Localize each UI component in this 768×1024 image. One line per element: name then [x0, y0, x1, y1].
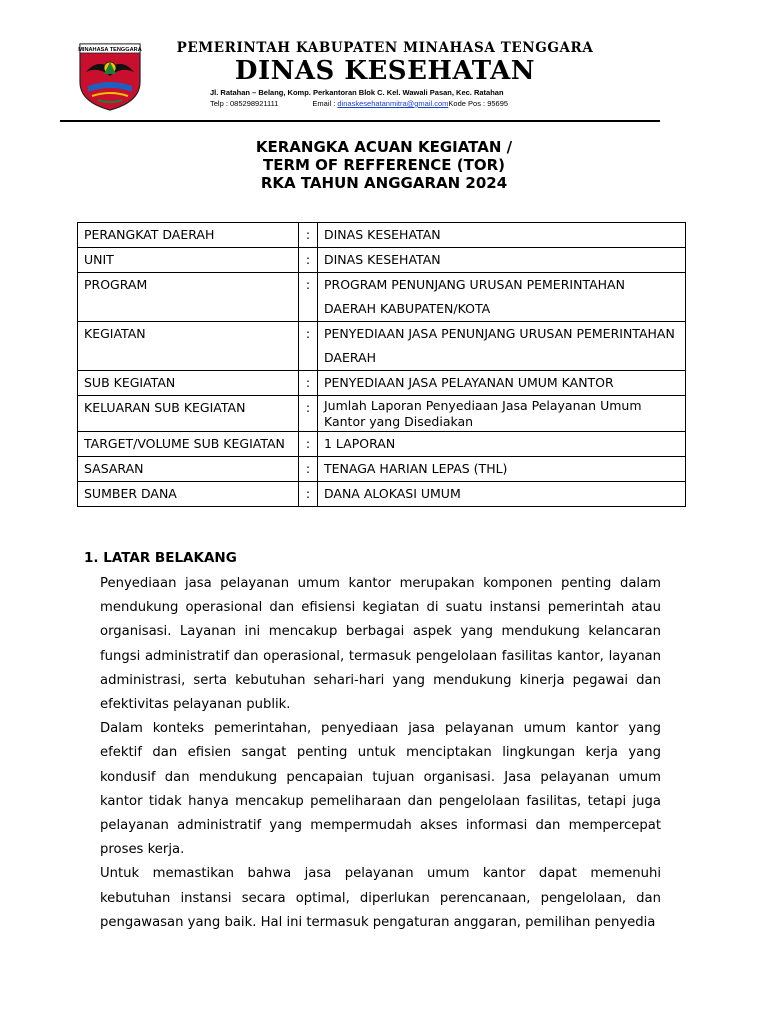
government-name: PEMERINTAH KABUPATEN MINAHASA TENGGARA — [176, 40, 594, 56]
office-address: Jl. Ratahan – Belang, Komp. Perkantoran Blok C. Kel. Wawali Pasan, Kec. Ratahan — [210, 88, 504, 97]
letterhead-divider — [60, 120, 660, 122]
row-separator: : — [299, 396, 318, 432]
row-value: DINAS KESEHATAN — [318, 248, 686, 273]
row-separator: : — [299, 457, 318, 482]
table-row — [78, 322, 686, 371]
table-row — [78, 482, 686, 507]
row-label: KELUARAN SUB KEGIATAN — [78, 396, 299, 432]
section-heading: 1. LATAR BELAKANG — [84, 550, 237, 566]
row-value: PROGRAM PENUNJANG URUSAN PEMERINTAHAN DAERAH KABUPATEN/KOTA — [318, 273, 686, 322]
logo-text: MINAHASA TENGGARA — [78, 47, 142, 53]
email-label: Email : — [312, 99, 338, 108]
row-separator: : — [299, 432, 318, 457]
phone-number: Telp : 085298921111 — [210, 99, 279, 108]
table-row — [78, 371, 686, 396]
table-row — [78, 223, 686, 248]
row-value: DANA ALOKASI UMUM — [318, 482, 686, 507]
contact-line — [210, 99, 630, 108]
regency-logo — [78, 42, 142, 112]
row-label: SASARAN — [78, 457, 299, 482]
table-row — [78, 432, 686, 457]
row-label: KEGIATAN — [78, 322, 299, 371]
title-line-3: RKA TAHUN ANGGARAN 2024 — [260, 174, 508, 192]
email-link[interactable]: dinaskesehatanmitra@gmail.com — [337, 99, 449, 108]
letterhead — [140, 36, 630, 108]
row-value: 1 LAPORAN — [318, 432, 686, 457]
row-separator: : — [299, 223, 318, 248]
paragraph: Untuk memastikan bahwa jasa pelayanan umum kantor dapat memenuhi kebutuhan instansi secara optimal, diperlukan perencanaan, pengelolaan, dan pengawasan yang baik. Hal ini termasuk pengaturan anggaran, pemilihan penyedia — [100, 866, 661, 930]
table-row — [78, 248, 686, 273]
row-separator: : — [299, 273, 318, 322]
row-value: DINAS KESEHATAN — [318, 223, 686, 248]
table-row — [78, 457, 686, 482]
table-row — [78, 396, 686, 432]
row-label: PERANGKAT DAERAH — [78, 223, 299, 248]
agency-name: DINAS KESEHATAN — [234, 56, 536, 86]
row-label: UNIT — [78, 248, 299, 273]
row-value: PENYEDIAAN JASA PELAYANAN UMUM KANTOR — [318, 371, 686, 396]
title-line-1: KERANGKA ACUAN KEGIATAN / — [255, 138, 513, 156]
row-label: SUB KEGIATAN — [78, 371, 299, 396]
table-row — [78, 273, 686, 322]
title-line-2: TERM OF REFFERENCE (TOR) — [262, 156, 505, 174]
row-separator: : — [299, 322, 318, 371]
row-value: PENYEDIAAN JASA PENUNJANG URUSAN PEMERINTAHAN DAERAH — [318, 322, 686, 371]
row-label: SUMBER DANA — [78, 482, 299, 507]
paragraph: Penyediaan jasa pelayanan umum kantor merupakan komponen penting dalam mendukung operasional dan efisiensi kegiatan di suatu instansi pemerintah atau organisasi. Layanan ini mencakup berbagai aspek yang mendukung kelancaran fungsi administratif dan operasional, termasuk pengelolaan fasilitas kantor, layanan administrasi, serta kebutuhan sehari-hari yang mendukung kinerja pegawai dan efektivitas pelayanan publik. — [100, 576, 661, 713]
row-label: PROGRAM — [78, 273, 299, 322]
row-value: Jumlah Laporan Penyediaan Jasa Pelayanan Umum Kantor yang Disediakan — [318, 396, 686, 432]
row-separator: : — [299, 371, 318, 396]
row-value: TENAGA HARIAN LEPAS (THL) — [318, 457, 686, 482]
paragraph: Dalam konteks pemerintahan, penyediaan jasa pelayanan umum kantor yang efektif dan efisien sangat penting untuk menciptakan lingkungan kerja yang kondusif dan mendukung pencapaian tujuan organisasi. Jasa pelayanan umum kantor tidak hanya mencakup pemeliharaan dan pengelolaan fasilitas, tetapi juga pelayanan administratif yang mempermudah akses informasi dan mempercepat proses kerja. — [100, 721, 661, 858]
activity-info-table — [77, 222, 686, 507]
row-separator: : — [299, 248, 318, 273]
postcode: Kode Pos : 95695 — [448, 99, 509, 108]
section-body — [100, 572, 661, 935]
row-separator: : — [299, 482, 318, 507]
row-label: TARGET/VOLUME SUB KEGIATAN — [78, 432, 299, 457]
document-title — [0, 138, 768, 192]
